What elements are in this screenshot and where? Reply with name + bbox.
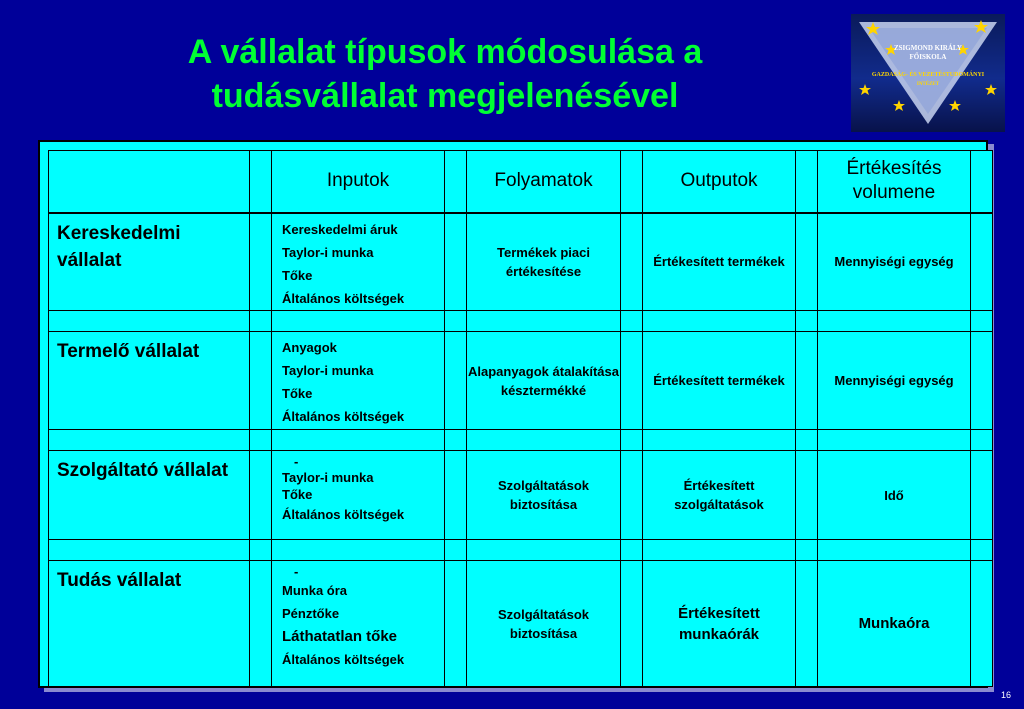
- header-sales-line-2: volumene: [852, 182, 936, 204]
- logo-text-line-4: INTÉZET: [916, 82, 940, 87]
- input-item: Kereskedelmi áruk: [282, 221, 398, 237]
- header-sales-line-1: Értékesítés: [846, 158, 942, 180]
- process-cell: Szolgáltatások biztosítása: [467, 561, 621, 687]
- spacer-cell: [445, 332, 467, 430]
- spacer-cell: [250, 213, 272, 311]
- spacer-cell: [445, 213, 467, 311]
- title-line-1: A vállalat típusok módosulása a: [187, 33, 703, 71]
- table-row: [49, 332, 993, 430]
- header-inputs: Inputok: [272, 151, 445, 213]
- input-item: Láthatatlan tőke: [282, 628, 398, 645]
- header-sales-volume: [818, 151, 971, 213]
- table-row: [49, 561, 993, 687]
- spacer-cell: [445, 561, 467, 687]
- spacer-cell: [621, 561, 643, 687]
- input-item: Munka óra: [282, 583, 348, 598]
- spacer-cell: [445, 451, 467, 540]
- page-number: 16: [1001, 690, 1012, 700]
- table-row: [49, 451, 993, 540]
- volume-cell: Munkaóra: [818, 561, 971, 687]
- spacer-cell: [971, 451, 993, 540]
- output-cell: Értékesített termékek: [643, 213, 796, 311]
- logo-text-line-1: ZSIGMOND KIRÁLY: [893, 44, 962, 52]
- output-cell: Értékesített szolgáltatások: [643, 451, 796, 540]
- input-item: Általános költségek: [282, 409, 405, 424]
- row-label: Szolgáltató vállalat: [49, 451, 250, 540]
- output-cell: Értékesített termékek: [643, 332, 796, 430]
- slide-title: [95, 30, 795, 118]
- spacer-row: [49, 430, 993, 451]
- inputs-list: [272, 213, 445, 311]
- process-cell: Alapanyagok átalakítása késztermékké: [467, 332, 621, 430]
- row-label: Tudás vállalat: [49, 561, 250, 687]
- spacer-cell: [250, 332, 272, 430]
- spacer-cell: [621, 332, 643, 430]
- spacer-cell: [971, 151, 993, 213]
- logo-text-line-2: FŐISKOLA: [909, 53, 947, 61]
- inputs-list: [272, 451, 445, 540]
- spacer-cell: [250, 451, 272, 540]
- table-frame: [38, 140, 988, 688]
- spacer-cell: [971, 561, 993, 687]
- spacer-cell: [621, 151, 643, 213]
- input-item: Taylor-i munka: [282, 244, 374, 260]
- spacer-cell: [796, 332, 818, 430]
- row-label: Kereskedelmi vállalat: [49, 213, 250, 311]
- spacer-cell: [971, 332, 993, 430]
- volume-cell: Idő: [818, 451, 971, 540]
- volume-cell: Mennyiségi egység: [818, 332, 971, 430]
- spacer-cell: [971, 213, 993, 311]
- input-item: -: [294, 454, 299, 469]
- header-outputs: Outputok: [643, 151, 796, 213]
- input-item: Anyagok: [282, 340, 337, 355]
- input-item: Általános költségek: [282, 652, 405, 667]
- input-item: -: [294, 564, 299, 579]
- inputs-list: [272, 561, 445, 687]
- row-label: Termelő vállalat: [49, 332, 250, 430]
- spacer-cell: [621, 451, 643, 540]
- spacer-row: [49, 311, 993, 332]
- volume-cell: Mennyiségi egység: [818, 213, 971, 311]
- spacer-cell: [621, 213, 643, 311]
- input-item: Taylor-i munka: [282, 470, 374, 485]
- input-item: Általános költségek: [282, 290, 405, 306]
- company-types-table: [48, 150, 993, 687]
- header-row: [49, 151, 993, 213]
- input-item: Taylor-i munka: [282, 363, 374, 378]
- spacer-cell: [250, 561, 272, 687]
- input-item: Pénztőke: [282, 606, 340, 621]
- logo-text-line-3: GAZDASÁG- ÉS VEZETÉSTUDOMÁNYI: [871, 72, 985, 78]
- input-item: Tőke: [282, 487, 313, 502]
- spacer-cell: [445, 151, 467, 213]
- table-row: [49, 213, 993, 311]
- process-cell: Szolgáltatások biztosítása: [467, 451, 621, 540]
- spacer-cell: [796, 151, 818, 213]
- header-empty-cell: [49, 151, 250, 213]
- process-cell: Termékek piaci értékesítése: [467, 213, 621, 311]
- spacer-cell: [250, 151, 272, 213]
- spacer-cell: [796, 451, 818, 540]
- spacer-cell: [796, 213, 818, 311]
- input-item: Tőke: [282, 267, 313, 283]
- input-item: Általános költségek: [282, 507, 405, 522]
- header-processes: Folyamatok: [467, 151, 621, 213]
- spacer-cell: [796, 561, 818, 687]
- output-cell: Értékesített munkaórák: [643, 561, 796, 687]
- institution-logo: [851, 14, 1005, 132]
- input-item: Tőke: [282, 386, 313, 401]
- spacer-row: [49, 540, 993, 561]
- title-line-2: tudásvállalat megjelenésével: [211, 77, 679, 115]
- inputs-list: [272, 332, 445, 430]
